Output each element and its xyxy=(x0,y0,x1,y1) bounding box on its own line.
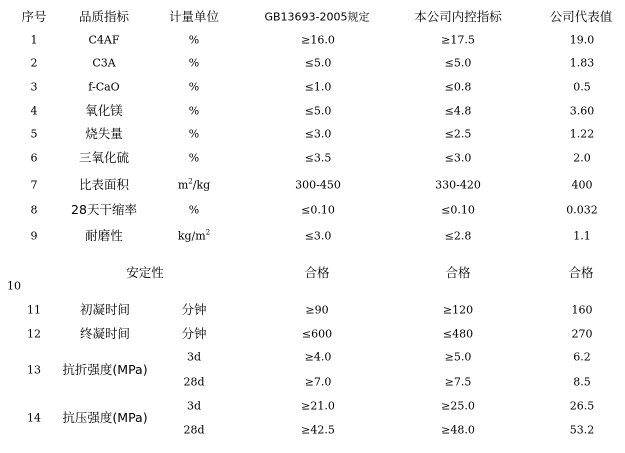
header-unit: 计量单位 xyxy=(168,8,220,24)
unit: % xyxy=(188,151,200,165)
unit: % xyxy=(188,104,200,118)
row-number: 3 xyxy=(30,80,38,94)
internal-value: ≤2.5 xyxy=(444,127,472,141)
internal-value: ≤0.10 xyxy=(441,203,475,217)
row-number: 7 xyxy=(30,178,38,192)
quality-item: 终凝时间 xyxy=(79,325,131,341)
internal-value: 330-420 xyxy=(435,178,481,192)
row-number: 14 xyxy=(27,411,41,425)
row-number: 13 xyxy=(27,363,41,377)
standard-value: ≥42.5 xyxy=(301,423,335,437)
quality-item: 初凝时间 xyxy=(79,301,131,317)
representative-value: 3.60 xyxy=(569,104,595,118)
internal-value: ≥25.0 xyxy=(441,399,475,413)
row-number: 8 xyxy=(30,203,38,217)
representative-value: 2.0 xyxy=(573,151,591,165)
standard-value: ≤3.5 xyxy=(304,151,332,165)
unit-base: m xyxy=(177,178,189,192)
standard-value: ≥7.0 xyxy=(304,375,332,389)
standard-value: ≥21.0 xyxy=(301,399,335,413)
quality-item: 抗折强度(MPa) xyxy=(62,361,148,377)
standard-value: 合格 xyxy=(304,264,330,280)
representative-value: 400 xyxy=(571,178,593,192)
unit: % xyxy=(188,56,200,70)
row-number: 4 xyxy=(30,104,38,118)
quality-item: C4AF xyxy=(88,33,120,47)
standard-value: 300-450 xyxy=(295,178,341,192)
internal-value: ≥7.5 xyxy=(444,375,472,389)
standard-value: ≥16.0 xyxy=(301,33,335,47)
row-number: 9 xyxy=(30,229,38,243)
row-number: 12 xyxy=(27,327,41,341)
standard-value: ≤5.0 xyxy=(304,56,332,70)
internal-value: ≤2.8 xyxy=(444,229,472,243)
standard-value: ≤3.0 xyxy=(304,229,332,243)
representative-value: 8.5 xyxy=(573,375,591,389)
header-standard: GB13693-2005规定 xyxy=(264,10,370,24)
internal-value: ≥17.5 xyxy=(441,33,475,47)
internal-value: 合格 xyxy=(445,264,471,280)
row-number: 6 xyxy=(30,151,38,165)
unit: 28d xyxy=(183,423,205,437)
unit xyxy=(177,228,211,243)
unit xyxy=(177,177,211,192)
standard-value: ≤1.0 xyxy=(304,80,332,94)
standard-value: ≤3.0 xyxy=(304,127,332,141)
unit: % xyxy=(188,203,200,217)
unit: 分钟 xyxy=(181,325,207,341)
representative-value: 160 xyxy=(571,303,593,317)
quality-item: 比表面积 xyxy=(78,176,130,192)
row-number: 10 xyxy=(7,279,21,293)
header-no: 序号 xyxy=(21,8,47,24)
header-internal: 本公司内控指标 xyxy=(414,8,502,24)
representative-value: 270 xyxy=(571,327,593,341)
unit: % xyxy=(188,127,200,141)
representative-value: 26.5 xyxy=(569,399,595,413)
representative-value: 合格 xyxy=(568,264,594,280)
representative-value: 1.83 xyxy=(569,56,595,70)
row-number: 11 xyxy=(27,303,41,317)
quality-item: 安定性 xyxy=(126,264,164,280)
quality-item: 三氧化硫 xyxy=(78,149,130,165)
unit-tail: /kg xyxy=(192,178,211,192)
standard-value: ≤5.0 xyxy=(304,104,332,118)
internal-value: ≤480 xyxy=(442,327,474,341)
header-item: 品质指标 xyxy=(78,8,130,24)
internal-value: ≥5.0 xyxy=(444,350,472,364)
unit-base: kg/m xyxy=(177,229,206,243)
quality-item: 耐磨性 xyxy=(85,227,123,243)
representative-value: 0.032 xyxy=(566,203,598,217)
internal-value: ≥120 xyxy=(442,303,474,317)
quality-item: 烧失量 xyxy=(85,125,123,141)
standard-value: ≥90 xyxy=(305,303,329,317)
internal-value: ≤5.0 xyxy=(444,56,472,70)
unit-superscript: 2 xyxy=(188,177,193,186)
internal-value: ≥48.0 xyxy=(441,423,475,437)
internal-value: ≤3.0 xyxy=(444,151,472,165)
unit: 3d xyxy=(186,350,202,364)
standard-value: ≤600 xyxy=(301,327,333,341)
quality-item: 氧化镁 xyxy=(85,102,123,118)
unit: % xyxy=(188,33,200,47)
representative-value: 1.22 xyxy=(569,127,595,141)
standard-value: ≥4.0 xyxy=(304,350,332,364)
unit: 28d xyxy=(183,375,205,389)
internal-value: ≤4.8 xyxy=(444,104,472,118)
representative-value: 53.2 xyxy=(569,423,595,437)
quality-item: f-CaO xyxy=(88,80,120,94)
unit: % xyxy=(188,80,200,94)
unit-superscript: 2 xyxy=(205,228,211,237)
row-number: 2 xyxy=(30,56,38,70)
representative-value: 6.2 xyxy=(573,350,591,364)
row-number: 1 xyxy=(30,33,38,47)
quality-item: 抗压强度(MPa) xyxy=(62,409,148,425)
standard-value: ≤0.10 xyxy=(301,203,335,217)
representative-value: 19.0 xyxy=(569,33,595,47)
row-number: 5 xyxy=(30,127,38,141)
representative-value: 1.1 xyxy=(573,229,591,243)
quality-item: C3A xyxy=(92,56,116,70)
internal-value: ≤0.8 xyxy=(444,80,472,94)
header-representative: 公司代表值 xyxy=(549,8,613,24)
representative-value: 0.5 xyxy=(573,80,591,94)
unit: 3d xyxy=(186,399,202,413)
unit: 分钟 xyxy=(181,301,207,317)
quality-item: 28天干缩率 xyxy=(71,201,137,217)
